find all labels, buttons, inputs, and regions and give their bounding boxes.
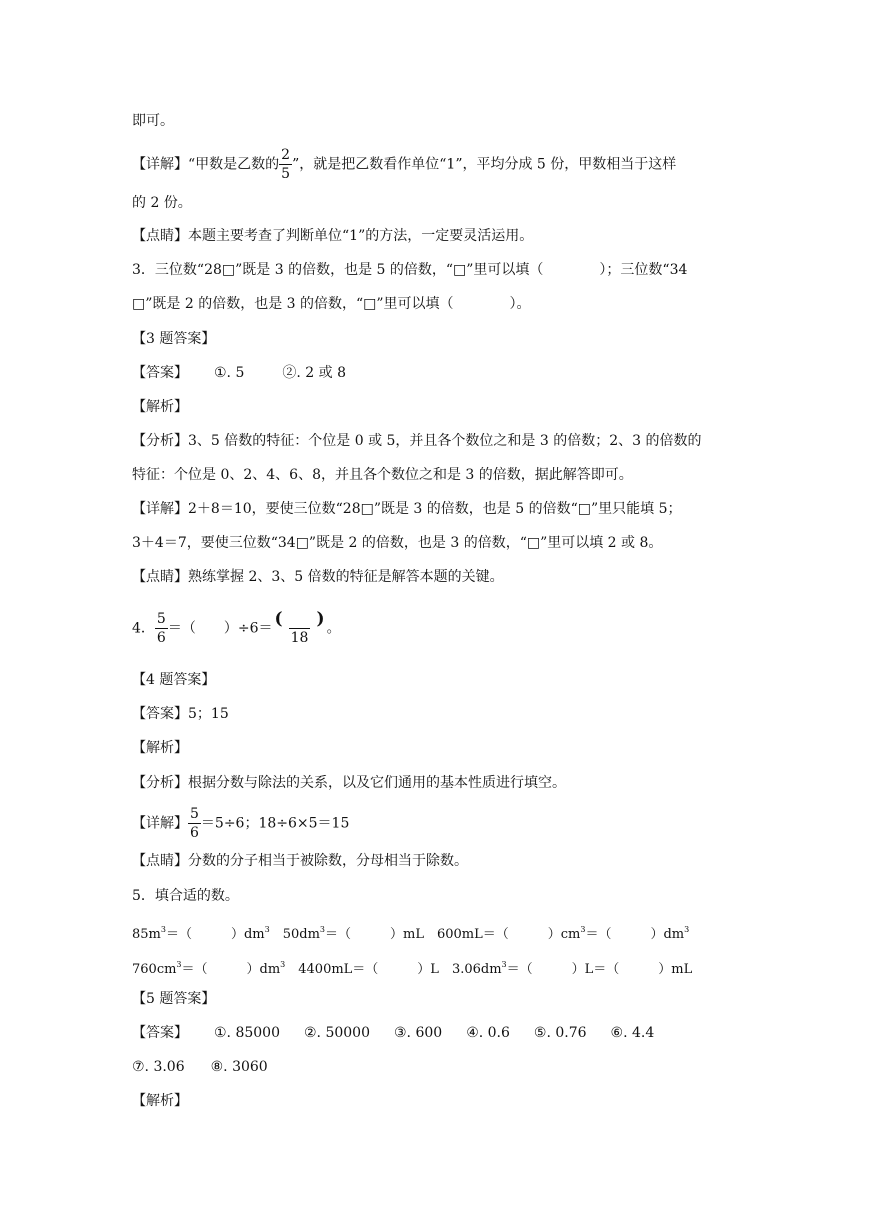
- detail-text-post: ”，就是把乙数看作单位“1”，平均分成 5 份，甲数相当于这样: [292, 156, 677, 173]
- superscript: 3: [160, 925, 166, 934]
- analysis-heading: 【解析】: [132, 1093, 188, 1109]
- dianjing-line: 【点睛】本题主要考查了判断单位“1”的方法，一定要灵活运用。: [132, 228, 534, 244]
- detail-line: 【详解】2＋8＝10，要使三位数“28□”既是 3 的倍数，也是 5 的倍数“□”里只能填 5；: [132, 501, 682, 517]
- text-line: 即可。: [132, 113, 174, 129]
- answer-line-5: [132, 1023, 654, 1043]
- answer-item: ①. 5: [214, 365, 245, 381]
- fraction-blank-over-18: $\frac{( )}{18}$: [274, 609, 325, 646]
- expr-text: 50dm: [269, 927, 320, 942]
- question-3-line2: □”既是 2 的倍数，也是 3 的倍数，“□”里可以填（ ）。: [132, 296, 531, 312]
- text-line: 的 2 份。: [132, 195, 192, 211]
- analysis-heading: 【解析】: [132, 740, 188, 756]
- expr-text: 4400mL＝（ ）L 3.06dm: [285, 962, 502, 977]
- answer-label: 【答案】: [132, 365, 188, 381]
- analysis-line: 【分析】3、5 倍数的特征：个位是 0 或 5，并且各个数位之和是 3 的倍数；2、3 的倍数的: [132, 433, 702, 449]
- detail-label: 【详解】: [132, 815, 188, 832]
- question-number: 4．: [132, 620, 155, 637]
- question-3-line1: 3．三位数“28□”既是 3 的倍数，也是 5 的倍数，“□”里可以填（ ）；三位数“34: [132, 262, 688, 278]
- analysis-line: 【分析】根据分数与除法的关系，以及它们通用的基本性质进行填空。: [132, 775, 566, 791]
- detail-line: [132, 146, 676, 183]
- expr-text: 760cm: [132, 962, 177, 977]
- superscript: 3: [176, 960, 182, 969]
- fraction-five-sixths: $\frac{5}{6}$: [156, 611, 166, 646]
- detail-line-4: [132, 805, 349, 842]
- dianjing-line: 【点睛】分数的分子相当于被除数，分母相当于除数。: [132, 853, 468, 869]
- answer-item: ④. 0.6: [466, 1025, 510, 1041]
- detail-text-pre: 【详解】“甲数是乙数的: [132, 156, 280, 173]
- answer-item: ③. 600: [394, 1025, 443, 1041]
- superscript: 3: [280, 960, 286, 969]
- answer-item: ⑧. 3060: [210, 1059, 268, 1075]
- expr-text: ＝（ ）dm: [181, 962, 281, 977]
- answer-item: ⑤. 0.76: [533, 1025, 587, 1041]
- expr-text: ＝（ ）L＝（ ）mL: [506, 962, 693, 977]
- fraction-five-sixths: $\frac{5}{6}$: [190, 806, 199, 841]
- answer-item: ⑦. 3.06: [132, 1059, 185, 1075]
- superscript: 3: [580, 925, 586, 934]
- fraction-two-fifths: $\frac{2}{5}$: [281, 147, 291, 182]
- superscript: 3: [684, 925, 690, 934]
- expr-text: ＝（ ）dm: [165, 927, 265, 942]
- analysis-heading: 【解析】: [132, 399, 188, 415]
- superscript: 3: [501, 960, 507, 969]
- question-5-row1: [132, 920, 689, 945]
- equation-middle: ＝（ ）÷6＝: [167, 620, 273, 637]
- expr-text: 85m: [132, 927, 161, 942]
- answer-line-5b: [132, 1057, 268, 1077]
- answer-label: 【答案】: [132, 1025, 188, 1041]
- answer-line-4: 【答案】5；15: [132, 706, 229, 722]
- superscript: 3: [264, 925, 270, 934]
- answer-heading-5: 【5 题答案】: [132, 991, 216, 1007]
- superscript: 3: [319, 925, 326, 934]
- expr-text: ＝（ ）mL 600mL＝（ ）cm: [325, 927, 581, 942]
- dianjing-line: 【点睛】熟练掌握 2、3、5 倍数的特征是解答本题的关键。: [132, 569, 504, 585]
- expr-text: ＝（ ）dm: [585, 927, 685, 942]
- question-5-title: 5．填合适的数。: [132, 888, 239, 904]
- analysis-line: 特征：个位是 0、2、4、6、8，并且各个数位之和是 3 的倍数，据此解答即可。: [132, 467, 633, 483]
- detail-equation: ＝5÷6；18÷6×5＝15: [200, 815, 350, 832]
- equation-end: 。: [326, 620, 341, 637]
- answer-item: ②. 50000: [304, 1025, 370, 1041]
- detail-line: 3＋4＝7，要使三位数“34□”既是 2 的倍数，也是 3 的倍数，“□”里可以填 2 或 8。: [132, 535, 663, 551]
- answer-item: ⑥. 4.4: [610, 1025, 655, 1041]
- answer-line-3: [132, 363, 346, 383]
- question-5-row2: [132, 955, 692, 980]
- answer-heading-3: 【3 题答案】: [132, 331, 216, 347]
- answer-heading-4: 【4 题答案】: [132, 672, 216, 688]
- answer-item: ①. 85000: [214, 1025, 280, 1041]
- answer-item: ②. 2 或 8: [282, 365, 346, 381]
- question-4: [132, 610, 341, 647]
